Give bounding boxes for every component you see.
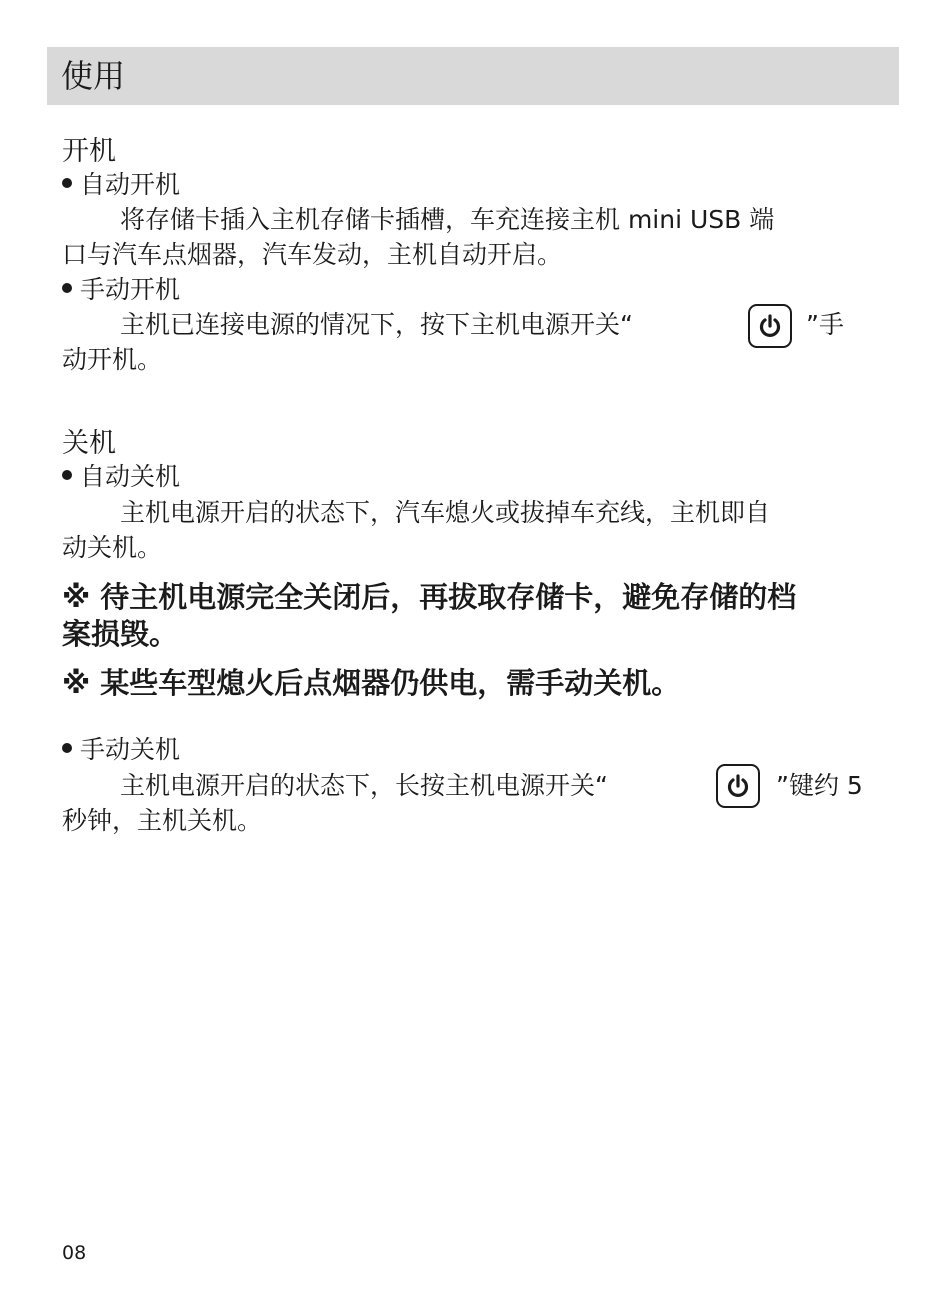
power-off-heading: 关机 [62,428,116,459]
warning-note-2: ※ 某些车型熄火后点烟器仍供电，需手动关机。 [62,666,681,700]
auto-power-on-label: 自动开机 [80,170,181,199]
page-title: 使用 [61,57,126,95]
warning-note-1-line-2: 案损毁。 [62,617,179,651]
auto-power-off-label: 自动关机 [80,462,181,491]
page-number: 08 [62,1242,87,1264]
bullet-icon [62,283,72,293]
bullet-icon [62,743,72,753]
manual-power-off-text-2: 秒钟，主机关机。 [62,806,263,835]
manual-power-off-label: 手动关机 [80,735,181,764]
warning-note-1-line-1: ※ 待主机电源完全关闭后，再拔取存储卡，避免存储的档 [62,580,797,614]
manual-power-on-text-1b: ”手 [806,310,844,339]
manual-power-on-label: 手动开机 [80,275,181,304]
auto-power-on-item [62,170,180,200]
bullet-icon [62,178,72,188]
manual-power-off-item [62,735,180,765]
manual-power-off-text-1b: ”键约 5 [776,771,863,800]
power-on-heading: 开机 [62,136,116,167]
auto-power-on-text-2: 口与汽车点烟器，汽车发动，主机自动开启。 [62,240,563,269]
manual-power-off-text-1a: 主机电源开启的状态下，长按主机电源开关“ [120,771,608,800]
manual-power-on-text-2: 动开机。 [62,345,163,374]
manual-power-on-item [62,275,180,305]
auto-power-off-text-2: 动关机。 [62,533,163,562]
section-header [47,47,899,105]
auto-power-off-text-1: 主机电源开启的状态下，汽车熄火或拔掉车充线，主机即自 [120,498,771,527]
auto-power-off-item [62,462,180,492]
power-icon [748,304,792,348]
bullet-icon [62,470,72,480]
auto-power-on-text-1: 将存储卡插入主机存储卡插槽，车充连接主机 mini USB 端 [120,205,775,234]
manual-power-on-text-1a: 主机已连接电源的情况下，按下主机电源开关“ [120,310,633,339]
power-icon [716,764,760,808]
